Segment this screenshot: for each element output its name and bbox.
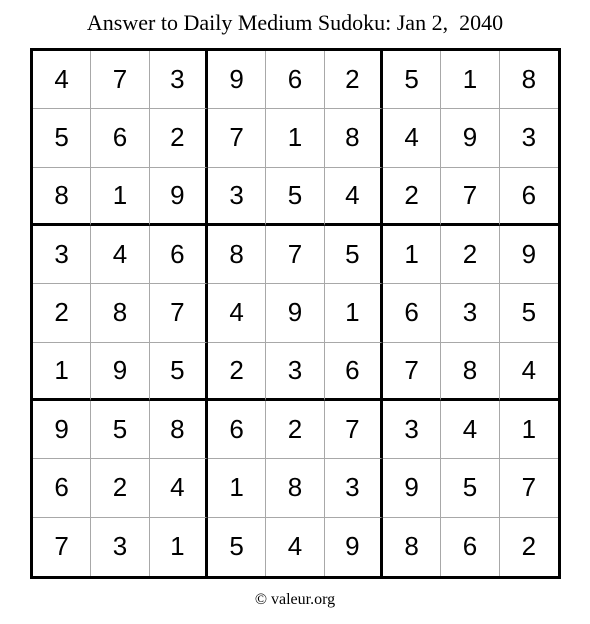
sudoku-cell-r5-c1: 2 bbox=[33, 284, 91, 342]
sudoku-cell-r2-c4: 7 bbox=[208, 109, 266, 167]
sudoku-cell-r6-c4: 2 bbox=[208, 343, 266, 401]
sudoku-cell-r6-c5: 3 bbox=[266, 343, 324, 401]
sudoku-cell-r4-c1: 3 bbox=[33, 226, 91, 284]
sudoku-board bbox=[30, 48, 561, 579]
sudoku-cell-r5-c9: 5 bbox=[500, 284, 558, 342]
sudoku-cell-r2-c6: 8 bbox=[325, 109, 383, 167]
sudoku-cell-r1-c7: 5 bbox=[383, 51, 441, 109]
sudoku-cell-r1-c6: 2 bbox=[325, 51, 383, 109]
sudoku-cell-r9-c3: 1 bbox=[150, 518, 208, 576]
sudoku-cell-r4-c3: 6 bbox=[150, 226, 208, 284]
sudoku-cell-r5-c3: 7 bbox=[150, 284, 208, 342]
sudoku-cell-r3-c2: 1 bbox=[91, 168, 149, 226]
sudoku-cell-r6-c8: 8 bbox=[441, 343, 499, 401]
sudoku-cell-r9-c6: 9 bbox=[325, 518, 383, 576]
sudoku-cell-r3-c6: 4 bbox=[325, 168, 383, 226]
sudoku-cell-r4-c2: 4 bbox=[91, 226, 149, 284]
sudoku-cell-r8-c5: 8 bbox=[266, 459, 324, 517]
sudoku-cell-r3-c4: 3 bbox=[208, 168, 266, 226]
sudoku-cell-r2-c3: 2 bbox=[150, 109, 208, 167]
sudoku-cell-r1-c4: 9 bbox=[208, 51, 266, 109]
sudoku-cell-r7-c8: 4 bbox=[441, 401, 499, 459]
sudoku-cell-r4-c7: 1 bbox=[383, 226, 441, 284]
sudoku-cell-r2-c5: 1 bbox=[266, 109, 324, 167]
sudoku-cell-r7-c6: 7 bbox=[325, 401, 383, 459]
sudoku-cell-r6-c6: 6 bbox=[325, 343, 383, 401]
sudoku-cell-r1-c9: 8 bbox=[500, 51, 558, 109]
sudoku-cell-r8-c7: 9 bbox=[383, 459, 441, 517]
sudoku-cell-r5-c6: 1 bbox=[325, 284, 383, 342]
sudoku-cell-r5-c5: 9 bbox=[266, 284, 324, 342]
sudoku-cell-r3-c1: 8 bbox=[33, 168, 91, 226]
sudoku-cell-r7-c7: 3 bbox=[383, 401, 441, 459]
sudoku-cell-r1-c3: 3 bbox=[150, 51, 208, 109]
sudoku-cell-r2-c1: 5 bbox=[33, 109, 91, 167]
sudoku-cell-r6-c1: 1 bbox=[33, 343, 91, 401]
sudoku-cell-r2-c7: 4 bbox=[383, 109, 441, 167]
sudoku-cell-r2-c8: 9 bbox=[441, 109, 499, 167]
sudoku-cell-r9-c7: 8 bbox=[383, 518, 441, 576]
sudoku-cell-r2-c9: 3 bbox=[500, 109, 558, 167]
sudoku-cell-r9-c1: 7 bbox=[33, 518, 91, 576]
sudoku-cell-r6-c9: 4 bbox=[500, 343, 558, 401]
sudoku-cell-r5-c2: 8 bbox=[91, 284, 149, 342]
sudoku-cell-r9-c5: 4 bbox=[266, 518, 324, 576]
sudoku-cell-r8-c4: 1 bbox=[208, 459, 266, 517]
sudoku-cell-r8-c6: 3 bbox=[325, 459, 383, 517]
page-title: Answer to Daily Medium Sudoku: Jan 2, 2040 bbox=[86, 10, 504, 35]
sudoku-cell-r1-c2: 7 bbox=[91, 51, 149, 109]
sudoku-cell-r7-c5: 2 bbox=[266, 401, 324, 459]
copyright-footer: © valeur.org bbox=[254, 591, 336, 608]
sudoku-cell-r7-c4: 6 bbox=[208, 401, 266, 459]
sudoku-cell-r3-c7: 2 bbox=[383, 168, 441, 226]
sudoku-cell-r1-c8: 1 bbox=[441, 51, 499, 109]
sudoku-cell-r4-c8: 2 bbox=[441, 226, 499, 284]
sudoku-cell-r1-c5: 6 bbox=[266, 51, 324, 109]
sudoku-cell-r8-c2: 2 bbox=[91, 459, 149, 517]
sudoku-cell-r4-c4: 8 bbox=[208, 226, 266, 284]
sudoku-cell-r3-c5: 5 bbox=[266, 168, 324, 226]
sudoku-cell-r9-c9: 2 bbox=[521, 531, 537, 562]
sudoku-cell-r7-c3: 8 bbox=[150, 401, 208, 459]
sudoku-cell-r8-c1: 6 bbox=[33, 459, 91, 517]
sudoku-cell-r6-c2: 9 bbox=[91, 343, 149, 401]
sudoku-cell-r9-c8: 6 bbox=[441, 518, 499, 576]
sudoku-cell-r4-c6: 5 bbox=[325, 226, 383, 284]
sudoku-cell-r7-c1: 9 bbox=[33, 401, 91, 459]
sudoku-cell-r6-c3: 5 bbox=[150, 343, 208, 401]
sudoku-cell-r8-c3: 4 bbox=[150, 459, 208, 517]
sudoku-cell-r7-c2: 5 bbox=[91, 401, 149, 459]
sudoku-cell-r3-c3: 9 bbox=[150, 168, 208, 226]
sudoku-cell-r6-c7: 7 bbox=[383, 343, 441, 401]
sudoku-cell-r3-c8: 7 bbox=[441, 168, 499, 226]
sudoku-cell-r7-c9: 1 bbox=[500, 401, 558, 459]
sudoku-cell-r9-c2: 3 bbox=[91, 518, 149, 576]
sudoku-cell-r9-c4: 5 bbox=[208, 518, 266, 576]
sudoku-cell-r4-c9: 9 bbox=[500, 226, 558, 284]
sudoku-cell-r3-c9: 6 bbox=[500, 168, 558, 226]
sudoku-cell-r8-c9: 7 bbox=[500, 459, 558, 517]
sudoku-cell-r1-c1: 4 bbox=[33, 51, 91, 109]
sudoku-cell-r5-c7: 6 bbox=[383, 284, 441, 342]
sudoku-cell-r2-c2: 6 bbox=[91, 109, 149, 167]
sudoku-cell-r5-c4: 4 bbox=[208, 284, 266, 342]
sudoku-cell-r5-c8: 3 bbox=[441, 284, 499, 342]
sudoku-cell-r8-c8: 5 bbox=[441, 459, 499, 517]
sudoku-cell-r4-c5: 7 bbox=[266, 226, 324, 284]
